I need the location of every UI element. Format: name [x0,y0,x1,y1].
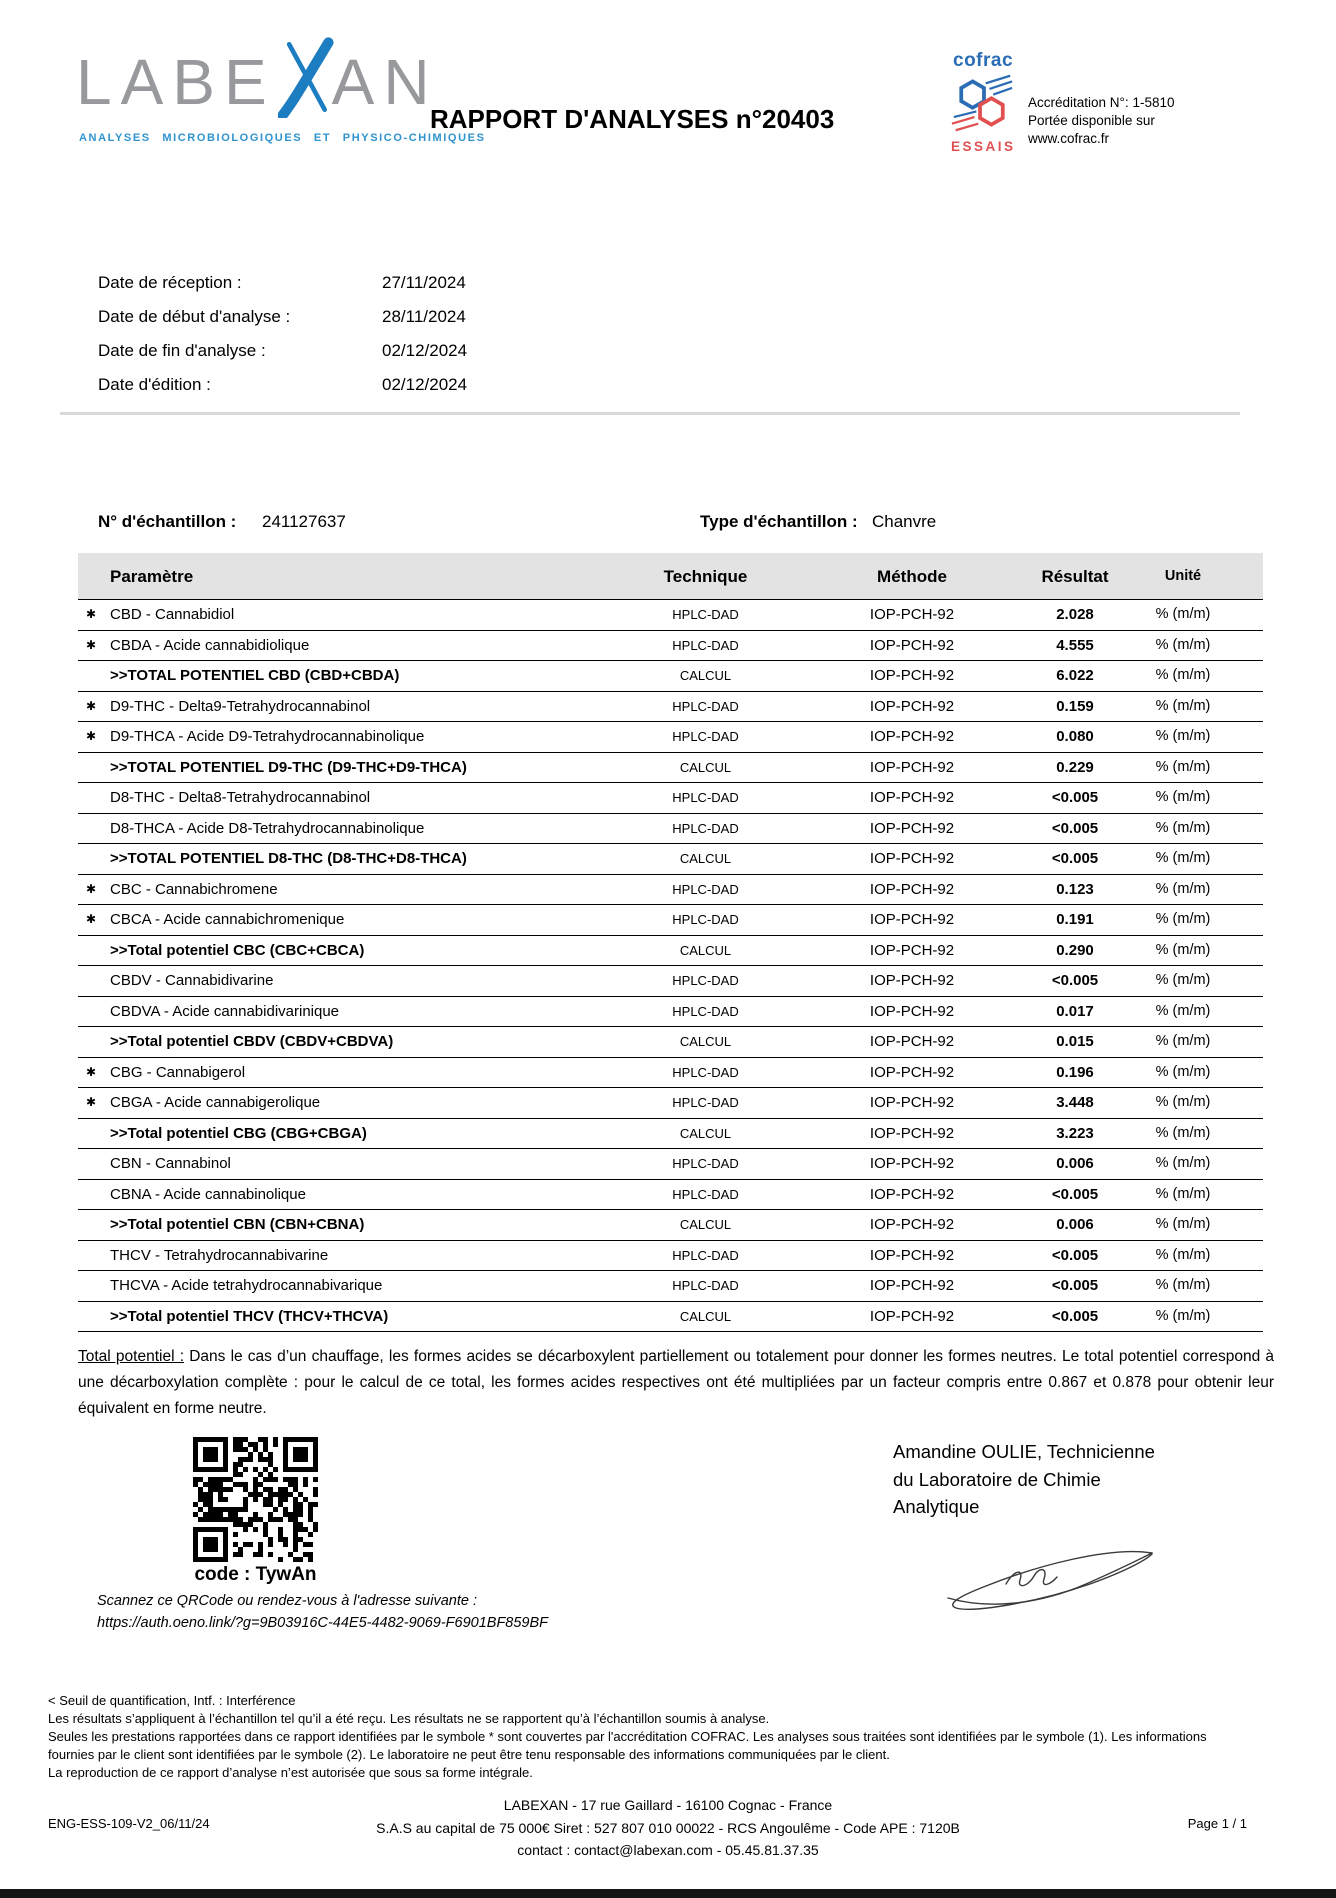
table-row [78,1271,1263,1302]
footnote-line: La reproduction de ce rapport d’analyse n’est autorisée que sous sa forme intégrale. [48,1765,533,1780]
cofrac-accredited-star-icon: ✱ [86,1095,97,1109]
date-value: 28/11/2024 [382,307,466,326]
report-title: RAPPORT D'ANALYSES n°20403 [430,104,835,134]
result-value: 3.223 [1056,1124,1094,1142]
cofrac-accredited-star-icon: ✱ [86,881,97,896]
unit-value: % (m/m) [1155,667,1211,683]
table-row [78,814,1263,845]
parameter-name: THCV - Tetrahydrocannabivarine [110,1246,329,1264]
cofrac-logo [950,50,1020,154]
method-value: IOP-PCH-92 [869,972,955,989]
logo-text-left: LABE [76,46,276,118]
result-value: <0.005 [1051,819,1099,837]
method-value: IOP-PCH-92 [869,1216,955,1233]
unit-value: % (m/m) [1155,1063,1211,1080]
cofrac-accredited-star-icon: ✱ [86,637,97,652]
header-separator [60,412,1240,415]
date-row [98,300,467,334]
parameter-name: >>Total potentiel CBC (CBC+CBCA) [110,941,365,959]
method-value: IOP-PCH-92 [869,667,955,684]
date-value: 02/12/2024 [382,341,468,360]
result-value: 0.290 [1056,941,1094,959]
method-value: IOP-PCH-92 [869,819,955,837]
technique-value: CALCUL [679,1125,732,1141]
table-body [78,600,1263,1332]
unit-value: % (m/m) [1155,911,1211,927]
result-value: <0.005 [1051,1307,1099,1325]
unit-value: % (m/m) [1155,1185,1211,1202]
col-header-technique: Technique [663,567,748,586]
parameter-name: CBDVA - Acide cannabidivarinique [110,1002,340,1020]
date-label: Date de début d'analyse : [98,307,291,326]
result-value: 0.123 [1056,880,1094,898]
unit-value: % (m/m) [1155,819,1211,836]
accreditation-scope: Portée disponible sur [1028,113,1155,128]
table-row [78,1027,1263,1058]
technique-value: HPLC-DAD [672,973,739,988]
method-value: IOP-PCH-92 [869,911,955,928]
accreditation-number: Accréditation N°: 1-5810 [1028,95,1175,110]
table-row [78,1119,1263,1150]
table-row [78,997,1263,1028]
table-row [78,1180,1263,1211]
footnote-line: < Seuil de quantification, Intf. : Interférence [48,1693,296,1708]
technique-value: HPLC-DAD [672,1064,739,1080]
parameter-name: CBCA - Acide cannabichromenique [110,911,345,928]
sample-line [0,512,1336,538]
parameter-name: CBD - Cannabidiol [110,606,235,623]
cofrac-accredited-star-icon: ✱ [86,607,97,621]
method-value: IOP-PCH-92 [869,697,955,715]
footnote-line: Seules les prestations rapportées dans ce rapport identifiées par le symbole * sont couvertes par l'accréditation COFRAC. Les analyses sous traitées sont identifiées par le symbole (1). Les informations [48,1729,1207,1744]
page-bottom-bar [0,1889,1336,1898]
parameter-name: CBDA - Acide cannabidiolique [110,636,310,654]
unit-value: % (m/m) [1155,1307,1211,1324]
footer-center-line: contact : contact@labexan.com - 05.45.81.37.35 [517,1842,819,1858]
unit-value: % (m/m) [1155,850,1211,866]
parameter-name: >>TOTAL POTENTIEL D8-THC (D8-THC+D8-THCA) [110,850,467,867]
method-value: IOP-PCH-92 [869,1124,955,1142]
unit-value: % (m/m) [1155,758,1211,775]
table-row [78,875,1263,906]
result-value: 2.028 [1056,606,1094,623]
result-value: <0.005 [1051,1185,1099,1203]
qr-code-label: code : TywAn [194,1564,317,1585]
col-header-unite: Unité [1164,568,1202,584]
table-row [78,1149,1263,1180]
col-header-parametre: Paramètre [110,567,194,586]
signatory-block [893,1438,1155,1521]
table-row [78,600,1263,631]
technique-value: HPLC-DAD [672,698,739,714]
method-value: IOP-PCH-92 [869,1307,955,1325]
method-value: IOP-PCH-92 [869,758,955,776]
table-row [78,1210,1263,1241]
table-row [78,661,1263,692]
analysis-table [78,553,1263,1332]
unit-value: % (m/m) [1155,1033,1211,1049]
result-value: <0.005 [1051,1246,1099,1264]
technique-value: CALCUL [679,1217,732,1232]
parameter-name: CBGA - Acide cannabigerolique [110,1094,321,1111]
table-row [78,966,1263,997]
technique-value: CALCUL [679,759,732,775]
method-value: IOP-PCH-92 [869,1002,955,1020]
table-row [78,722,1263,753]
result-value: 0.017 [1056,1002,1094,1020]
technique-value: HPLC-DAD [672,607,739,622]
signature-image [940,1538,1158,1614]
technique-value: HPLC-DAD [672,820,739,836]
parameter-name: CBG - Cannabigerol [110,1063,246,1081]
technique-value: HPLC-DAD [672,912,739,927]
method-value: IOP-PCH-92 [869,789,955,806]
cofrac-accredited-star-icon: ✱ [86,912,97,926]
parameter-name: THCVA - Acide tetrahydrocannabivarique [110,1277,383,1294]
parameter-name: >>Total potentiel CBDV (CBDV+CBDVA) [110,1033,394,1050]
parameter-name: >>Total potentiel CBN (CBN+CBNA) [110,1216,365,1233]
result-value: 0.006 [1056,1155,1094,1172]
result-value: 0.080 [1056,728,1094,745]
technique-value: HPLC-DAD [672,790,739,805]
unit-value: % (m/m) [1155,880,1211,897]
method-value: IOP-PCH-92 [869,850,955,867]
unit-value: % (m/m) [1155,1155,1211,1171]
table-row [78,936,1263,967]
unit-value: % (m/m) [1155,972,1211,988]
unit-value: % (m/m) [1155,606,1211,622]
parameter-name: CBNA - Acide cannabinolique [110,1185,306,1203]
method-value: IOP-PCH-92 [869,1246,955,1264]
parameter-name: >>Total potentiel THCV (THCV+THCVA) [110,1307,389,1325]
method-value: IOP-PCH-92 [869,1033,955,1050]
result-value: 0.191 [1056,911,1094,928]
method-value: IOP-PCH-92 [869,1094,955,1111]
qr-scan-instruction: Scannez ce QRCode ou rendez-vous à l'adresse suivante : [97,1593,477,1609]
table-row [78,844,1263,875]
cofrac-url: www.cofrac.fr [1028,131,1110,146]
cofrac-accredited-star-icon: ✱ [86,698,97,713]
qr-caption [97,1590,548,1634]
cofrac-wordmark: cofrac [953,50,1014,71]
footer-center-line: LABEXAN - 17 rue Gaillard - 16100 Cognac - France [503,1797,833,1813]
parameter-name: D8-THCA - Acide D8-Tetrahydrocannabinolique [110,819,425,837]
note-body: Dans le cas d’un chauffage, les formes acides se décarboxylent partiellement ou totalement pour donner les formes neutres. Le total potentiel correspond à une décarboxylation complète : pour le calcul de ce total, les formes acides respectives ont été multipliées par un facteur compris entre 0.867 et 0.878 pour obtenir leur équivalent en forme neutre. [78,1348,1274,1417]
technique-value: CALCUL [679,942,732,958]
technique-value: HPLC-DAD [672,729,739,744]
method-value: IOP-PCH-92 [869,606,955,623]
date-row [98,334,467,368]
method-value: IOP-PCH-92 [869,1155,955,1172]
technique-value: HPLC-DAD [672,637,739,653]
col-header-methode: Méthode [877,567,947,586]
unit-value: % (m/m) [1155,1277,1211,1293]
logo-x-icon [278,36,334,118]
parameter-name: D9-THCA - Acide D9-Tetrahydrocannabinolique [110,728,425,745]
method-value: IOP-PCH-92 [869,1277,955,1294]
cofrac-accredited-star-icon: ✱ [86,729,97,743]
parameter-name: D8-THC - Delta8-Tetrahydrocannabinol [110,789,371,806]
unit-value: % (m/m) [1155,728,1211,744]
sample-number-label: N° d'échantillon : [98,512,237,531]
method-value: IOP-PCH-92 [869,728,955,745]
parameter-name: >>TOTAL POTENTIEL CBD (CBD+CBDA) [110,667,400,684]
cofrac-essais-label: ESSAIS [951,139,1016,154]
note-lead: Total potentiel : [78,1348,185,1365]
cofrac-accredited-star-icon: ✱ [86,1064,97,1079]
accreditation-block [1028,94,1174,148]
date-label: Date d'édition : [98,375,211,394]
result-value: 0.196 [1056,1063,1094,1081]
unit-value: % (m/m) [1155,636,1211,653]
date-row [98,368,467,402]
sample-number-value: 241127637 [262,512,346,531]
unit-value: % (m/m) [1155,1216,1211,1232]
result-value: 4.555 [1056,636,1094,654]
unit-value: % (m/m) [1155,1094,1211,1110]
method-value: IOP-PCH-92 [869,1185,955,1203]
method-value: IOP-PCH-92 [869,636,955,654]
technique-value: HPLC-DAD [672,881,739,897]
logo-text-right: AN [331,46,439,118]
table-row [78,1302,1263,1333]
method-value: IOP-PCH-92 [869,880,955,898]
result-value: 6.022 [1056,667,1094,684]
technique-value: HPLC-DAD [672,1156,739,1171]
parameter-name: CBDV - Cannabidivarine [110,972,274,989]
sample-type-label: Type d'échantillon : [700,512,858,531]
sample-type-value: Chanvre [872,512,937,531]
result-value: <0.005 [1051,972,1099,989]
table-header-row [78,553,1263,600]
footer-page-number: Page 1 / 1 [1187,1816,1247,1831]
method-value: IOP-PCH-92 [869,1063,955,1081]
total-potentiel-note [78,1344,1274,1422]
parameter-name: >>Total potentiel CBG (CBG+CBGA) [110,1124,367,1142]
footer-address-block [0,1794,1336,1862]
unit-value: % (m/m) [1155,1246,1211,1263]
footer-center-line: S.A.S au capital de 75 000€ Siret : 527 807 010 00022 - RCS Angoulême - Code APE : 7120B [376,1819,960,1836]
footnote-line: Les résultats s’appliquent à l’échantillon tel qu’il a été reçu. Les résultats ne se rapportent qu’à l’échantillon soumis à analyse. [48,1711,770,1726]
result-value: <0.005 [1051,850,1099,867]
date-row [98,266,467,300]
table-row [78,753,1263,784]
result-value: 0.006 [1056,1216,1094,1233]
table-row [78,631,1263,662]
technique-value: HPLC-DAD [672,1186,739,1202]
footnotes-block [48,1692,1207,1782]
logo-subtitle: ANALYSES MICROBIOLOGIQUES ET PHYSICO-CHIMIQUES [79,132,486,144]
technique-value: CALCUL [679,1034,732,1049]
technique-value: HPLC-DAD [672,1247,739,1263]
table-row [78,692,1263,723]
qr-auth-link[interactable]: https://auth.oeno.link/?g=9B03916C-44E5-4482-9069-F6901BF859BF [97,1615,549,1631]
method-value: IOP-PCH-92 [869,941,955,959]
date-label: Date de réception : [98,273,242,292]
col-header-resultat: Résultat [1041,567,1109,586]
parameter-name: >>TOTAL POTENTIEL D9-THC (D9-THC+D9-THCA) [110,758,467,776]
parameter-name: D9-THC - Delta9-Tetrahydrocannabinol [110,697,371,715]
unit-value: % (m/m) [1155,1002,1211,1019]
technique-value: HPLC-DAD [672,1095,739,1110]
table-row [78,1241,1263,1272]
signatory-line: du Laboratoire de Chimie [893,1468,1101,1490]
unit-value: % (m/m) [1155,1124,1211,1141]
technique-value: HPLC-DAD [672,1003,739,1019]
footer-doc-reference: ENG-ESS-109-V2_06/11/24 [48,1816,210,1831]
dates-block [98,266,467,402]
table-row [78,905,1263,936]
date-label: Date de fin d'analyse : [98,341,266,360]
signatory-line: Amandine OULIE, Technicienne [893,1441,1155,1462]
technique-value: CALCUL [679,668,732,683]
date-value: 02/12/2024 [382,375,468,394]
result-value: 0.015 [1056,1033,1094,1050]
parameter-name: CBC - Cannabichromene [110,880,278,898]
cofrac-hexagons-icon [950,72,1014,134]
table-row [78,783,1263,814]
result-value: 3.448 [1056,1094,1094,1111]
result-value: <0.005 [1051,789,1099,806]
table-row [78,1088,1263,1119]
signatory-line: Analytique [893,1496,980,1517]
unit-value: % (m/m) [1155,941,1211,958]
footnote-line: fournies par le client sont identifiées par le symbole (2). Le laboratoire ne peut être tenu responsable des informations communiquées par le client. [48,1747,890,1762]
unit-value: % (m/m) [1155,697,1211,714]
unit-value: % (m/m) [1155,789,1211,805]
technique-value: CALCUL [679,851,732,866]
date-value: 27/11/2024 [382,273,466,292]
qr-code [193,1437,318,1562]
result-value: <0.005 [1051,1277,1099,1294]
table-row [78,1058,1263,1089]
parameter-name: CBN - Cannabinol [110,1155,231,1172]
result-value: 0.159 [1056,697,1094,715]
technique-value: CALCUL [679,1308,732,1324]
technique-value: HPLC-DAD [672,1278,739,1293]
labexan-logo [76,36,439,119]
result-value: 0.229 [1056,758,1094,776]
